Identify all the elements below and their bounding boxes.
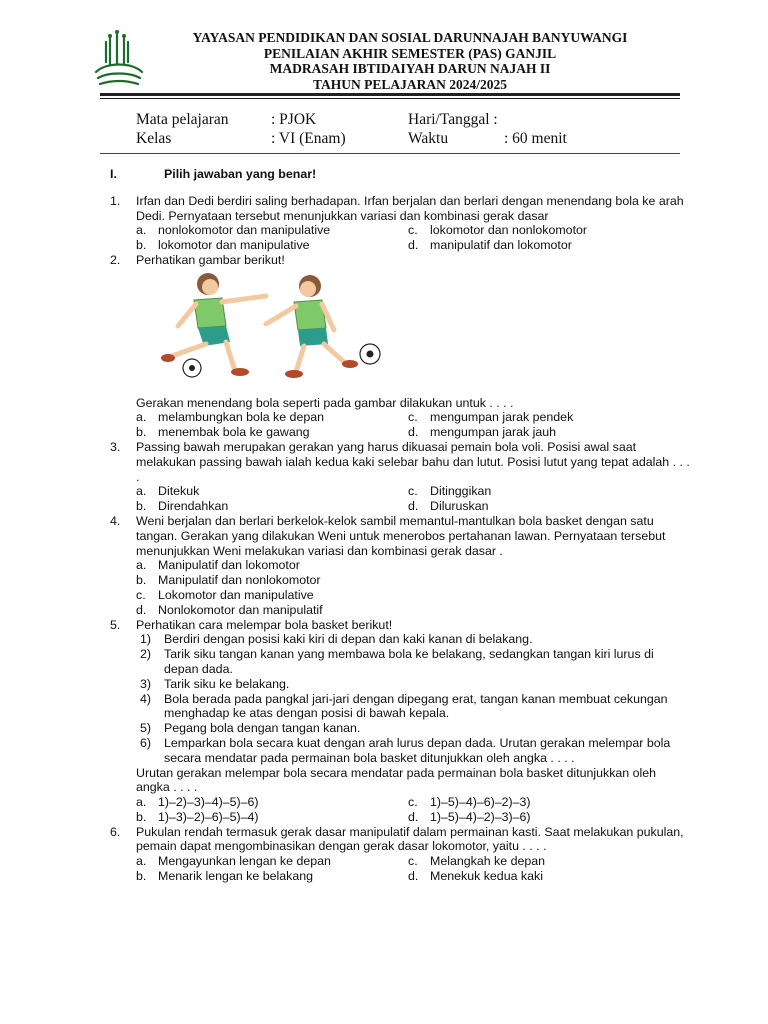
class-label: Kelas <box>136 130 172 147</box>
question-6 <box>110 825 690 884</box>
step-item: 1) Berdiri dengan posisi kaki kiri di depan dan kaki kanan di belakang. <box>140 632 533 647</box>
option-b: b. 1)–3)–2)–6)–5)–4) <box>136 809 259 824</box>
option-a: a. Ditekuk <box>136 484 200 499</box>
date-label: Hari/Tanggal : <box>408 111 498 128</box>
step-item: 3) Tarik siku ke belakang. <box>140 676 290 691</box>
question-5 <box>110 618 690 825</box>
question-text: Pukulan rendah termasuk gerak dasar manipulatif dalam permainan kasti. Saat melakukan pukulan, pemain dapat mengombinasikan dengan gerak dasar lokomotor, yaitu . . . . <box>136 824 684 854</box>
section-number: I. <box>110 167 117 181</box>
option-a: a. nonlokomotor dan manipulative <box>136 223 331 238</box>
option-c: c. Melangkah ke depan <box>408 854 546 869</box>
option-d: d. Diluruskan <box>408 499 489 514</box>
header-academic-year: TAHUN PELAJARAN 2024/2025 <box>312 76 507 92</box>
question-text: Weni berjalan dan berlari berkelok-kelok sambil memantul-mantulkan bola basket dengan satu tangan. Gerakan yang dilakukan Weni untuk menerobos pertahanan lawan. Pernyataan tersebut menunjukkan Weni melakukan variasi dan kombinasi gerak dasar . <box>136 513 666 558</box>
time-label: Waktu <box>408 130 449 147</box>
option-d: d. manipulatif dan lokomotor <box>408 238 572 253</box>
question-number: 1. <box>110 193 121 208</box>
question-text: Perhatikan gambar berikut! <box>136 252 285 267</box>
question-number: 2. <box>110 252 121 267</box>
questions-body <box>110 167 690 884</box>
kicking-ball-illustration <box>148 270 388 388</box>
option-d: d. mengumpan jarak jauh <box>408 425 557 440</box>
step-item: 2) Tarik siku tangan kanan yang membawa bola ke belakang, sedangkan tangan kiri lurus di depan dada. <box>140 647 654 676</box>
option-b: b. lokomotor dan manipulative <box>136 238 310 253</box>
question-text: Perhatikan cara melempar bola basket berikut! <box>136 617 393 632</box>
question-prompt: Gerakan menendang bola seperti pada gambar dilakukan untuk . . . . <box>136 395 514 410</box>
header-foundation: YAYASAN PENDIDIKAN DAN SOSIAL DARUNNAJAH BANYUWANGI <box>192 30 628 45</box>
madrasah-logo-icon <box>88 28 150 90</box>
question-3 <box>110 440 690 514</box>
question-text: Irfan dan Dedi berdiri saling berhadapan. Irfan berjalan dan berlari dengan menendang bola ke arah Dedi. Pernyataan tersebut menunjukkan variasi dan kombinasi gerak dasar <box>136 193 684 223</box>
option-a: a. Manipulatif dan lokomotor <box>136 558 300 573</box>
option-b: b. Menarik lengan ke belakang <box>136 869 313 884</box>
option-d: d. Menekuk kedua kaki <box>408 869 543 884</box>
step-item: 5) Pegang bola dengan tangan kanan. <box>140 721 361 736</box>
class-value: : VI (Enam) <box>271 130 346 147</box>
step-item: 6) Lemparkan bola secara kuat dengan arah lurus depan dada. Urutan gerakan melempar bola secara mendatar pada permainan bola basket ditunjukkan oleh angka . . . . <box>140 735 671 765</box>
header-school-name: MADRASAH IBTIDAIYAH DARUN NAJAH II <box>269 61 551 76</box>
section-title: Pilih jawaban yang benar! <box>164 167 317 181</box>
question-number: 4. <box>110 513 121 528</box>
option-b: b. menembak bola ke gawang <box>136 425 310 440</box>
question-2 <box>110 253 690 440</box>
option-c: c. Ditinggikan <box>408 484 492 499</box>
option-c: c. lokomotor dan nonlokomotor <box>408 223 588 238</box>
option-a: a. Mengayunkan lengan ke depan <box>136 854 331 869</box>
header-rule-thin <box>100 98 680 99</box>
question-4 <box>110 514 690 618</box>
step-item: 4) Bola berada pada pangkal jari-jari dengan dipegang erat, tangan kanan membuat cekungan menghadap ke atas dengan posisi di bawah kepala. <box>140 691 668 721</box>
option-a: a. melambungkan bola ke depan <box>136 410 325 425</box>
option-d: d. Nonlokomotor dan manipulatif <box>136 602 323 617</box>
question-number: 3. <box>110 439 121 454</box>
section-heading <box>110 167 690 182</box>
option-b: b. Manipulatif dan nonlokomotor <box>136 573 321 588</box>
info-rule <box>100 153 680 154</box>
subject-value: : PJOK <box>271 111 317 128</box>
header-exam-title: PENILAIAN AKHIR SEMESTER (PAS) GANJIL <box>263 45 557 61</box>
option-c: c. Lokomotor dan manipulative <box>136 587 314 602</box>
question-1 <box>110 194 690 253</box>
school-header <box>150 30 670 92</box>
time-value: : 60 menit <box>504 130 567 147</box>
question-number: 6. <box>110 824 121 839</box>
question-text: Passing bawah merupakan gerakan yang harus dikuasai pemain bola voli. Posisi awal saat melakukan passing bawah ialah kedua kaki selebar bahu dan lutut. Posisi lutut yang tepat adalah . . . . <box>136 439 690 484</box>
question-number: 5. <box>110 617 121 632</box>
header-rule-thick <box>100 93 680 96</box>
subject-label: Mata pelajaran <box>136 111 229 128</box>
question-prompt: Urutan gerakan melempar bola secara mendatar pada permainan bola basket ditunjukkan oleh angka . . . . <box>136 765 657 795</box>
option-c: c. mengumpan jarak pendek <box>408 410 574 425</box>
option-d: d. 1)–5)–4)–2)–3)–6) <box>408 809 531 824</box>
option-a: a. 1)–2)–3)–4)–5)–6) <box>136 795 259 810</box>
option-c: c. 1)–5)–4)–6)–2)–3) <box>408 795 531 810</box>
option-b: b. Direndahkan <box>136 499 229 514</box>
steps-list <box>110 632 690 765</box>
